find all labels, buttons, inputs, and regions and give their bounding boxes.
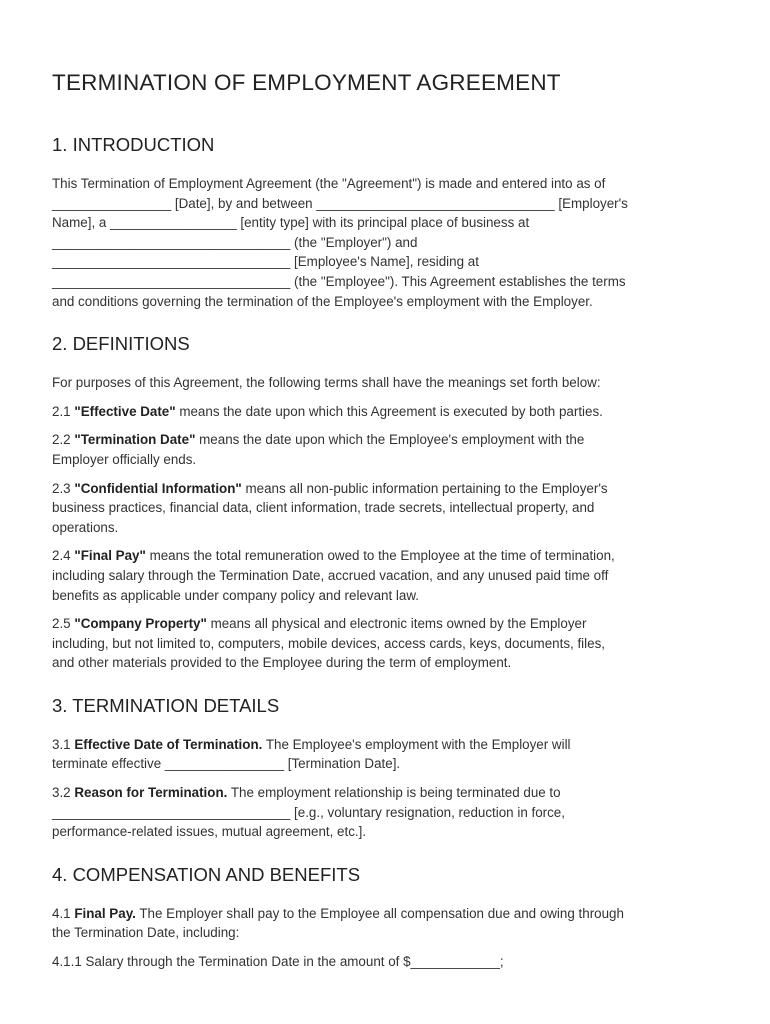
section-body (52, 904, 718, 972)
defined-term: "Company Property" (74, 616, 207, 632)
text-run: means the total remuneration owed to the Employee at the time of termination, (145, 548, 615, 564)
defined-term: Final Pay. (74, 905, 136, 921)
text-run: the Termination Date, including: (52, 925, 240, 941)
text-line (52, 498, 718, 518)
text-run: Employer officially ends. (52, 451, 197, 467)
text-line (52, 614, 718, 634)
section-introduction (52, 134, 718, 311)
text-run: benefits as applicable under company policy and relevant law. (52, 587, 419, 603)
text-line (52, 904, 718, 924)
text-line (52, 233, 718, 253)
section-heading: 4. COMPENSATION AND BENEFITS (52, 863, 361, 885)
text-run: business practices, financial data, client information, trade secrets, intellectual property, and (52, 500, 595, 516)
text-line (52, 783, 718, 803)
text-run: 4.1 (52, 905, 75, 921)
text-run: ________________________________ (the "Employer") and (52, 234, 418, 250)
text-run: operations. (52, 519, 119, 535)
text-run: means the date upon which the Employee's employment with the (195, 432, 585, 448)
text-run: means the date upon which this Agreement is executed by both parties. (175, 403, 603, 419)
paragraph (52, 952, 718, 972)
text-run: ________________ [Date], by and between ________________________________ [Employer's (52, 195, 628, 211)
paragraph (52, 430, 718, 469)
text-run: 2.5 (52, 616, 75, 632)
text-run: 4.1.1 Salary through the Termination Date in the amount of $____________; (52, 954, 504, 970)
paragraph (52, 174, 718, 311)
text-run: means all physical and electronic items owned by the Employer (206, 616, 587, 632)
section-compensation-and-benefits (52, 864, 718, 972)
defined-term: "Final Pay" (74, 548, 146, 564)
paragraph (52, 614, 718, 673)
defined-term: "Confidential Information" (74, 480, 242, 496)
text-line (52, 194, 718, 214)
text-line (52, 803, 718, 823)
paragraph (52, 546, 718, 605)
text-run: 3.2 (52, 785, 75, 801)
section-body (52, 174, 718, 311)
text-line (52, 566, 718, 586)
text-line (52, 586, 718, 606)
text-run: Name], a _________________ [entity type] with its principal place of business at (52, 215, 530, 231)
defined-term: Effective Date of Termination. (74, 736, 263, 752)
paragraph (52, 402, 718, 422)
text-line (52, 430, 718, 450)
text-run: ________________________________ [e.g., voluntary resignation, reduction in force, (52, 804, 565, 820)
text-run: and conditions governing the termination of the Employee's employment with the Employer. (52, 293, 593, 309)
text-line (52, 518, 718, 538)
text-line (52, 634, 718, 654)
section-heading: 2. DEFINITIONS (52, 333, 190, 355)
text-run: 3.1 (52, 736, 75, 752)
text-line (52, 450, 718, 470)
text-line (52, 754, 718, 774)
text-run: The Employer shall pay to the Employee all compensation due and owing through (135, 905, 624, 921)
section-definitions (52, 333, 718, 673)
text-line (52, 402, 718, 422)
text-run: ________________________________ (the "Employee"). This Agreement establishes the terms (52, 273, 626, 289)
text-run: and other materials provided to the Employee during the term of employment. (52, 655, 512, 671)
text-run: 2.4 (52, 548, 75, 564)
text-line (52, 174, 718, 194)
defined-term: "Termination Date" (74, 432, 196, 448)
defined-term: "Effective Date" (74, 403, 176, 419)
section-body (52, 735, 718, 842)
text-run: means all non-public information pertaining to the Employer's (241, 480, 608, 496)
text-run: including, but not limited to, computers, mobile devices, access cards, keys, documents, files, (52, 635, 605, 651)
text-run: The employment relationship is being terminated due to (227, 785, 561, 801)
text-line (52, 952, 718, 972)
paragraph (52, 373, 718, 393)
defined-term: Reason for Termination. (74, 785, 228, 801)
text-line (52, 252, 718, 272)
text-line (52, 653, 718, 673)
section-heading: 3. TERMINATION DETAILS (52, 694, 280, 716)
paragraph (52, 735, 718, 774)
text-line (52, 735, 718, 755)
text-line (52, 822, 718, 842)
text-line (52, 479, 718, 499)
text-run: 2.2 (52, 432, 75, 448)
paragraph (52, 783, 718, 842)
text-line (52, 546, 718, 566)
text-run: 2.3 (52, 480, 75, 496)
text-run: terminate effective ________________ [Termination Date]. (52, 756, 401, 772)
paragraph (52, 904, 718, 943)
text-run: For purposes of this Agreement, the following terms shall have the meanings set forth below: (52, 375, 601, 391)
paragraph (52, 479, 718, 538)
text-line (52, 923, 718, 943)
text-run: This Termination of Employment Agreement (the "Agreement") is made and entered into as of (52, 176, 606, 191)
text-run: The Employee's employment with the Employer will (262, 736, 571, 752)
text-run: 2.1 (52, 403, 75, 419)
section-body (52, 373, 718, 673)
text-line (52, 272, 718, 292)
document-title: TERMINATION OF EMPLOYMENT AGREEMENT (52, 70, 561, 95)
section-heading: 1. INTRODUCTION (52, 134, 215, 155)
text-run: including salary through the Termination Date, accrued vacation, and any unused paid time off (52, 567, 609, 583)
text-line (52, 213, 718, 233)
text-run: performance-related issues, mutual agreement, etc.]. (52, 824, 367, 840)
section-termination-details (52, 695, 718, 842)
text-line (52, 292, 718, 312)
text-run: ________________________________ [Employee's Name], residing at (52, 254, 479, 270)
text-line (52, 373, 718, 393)
